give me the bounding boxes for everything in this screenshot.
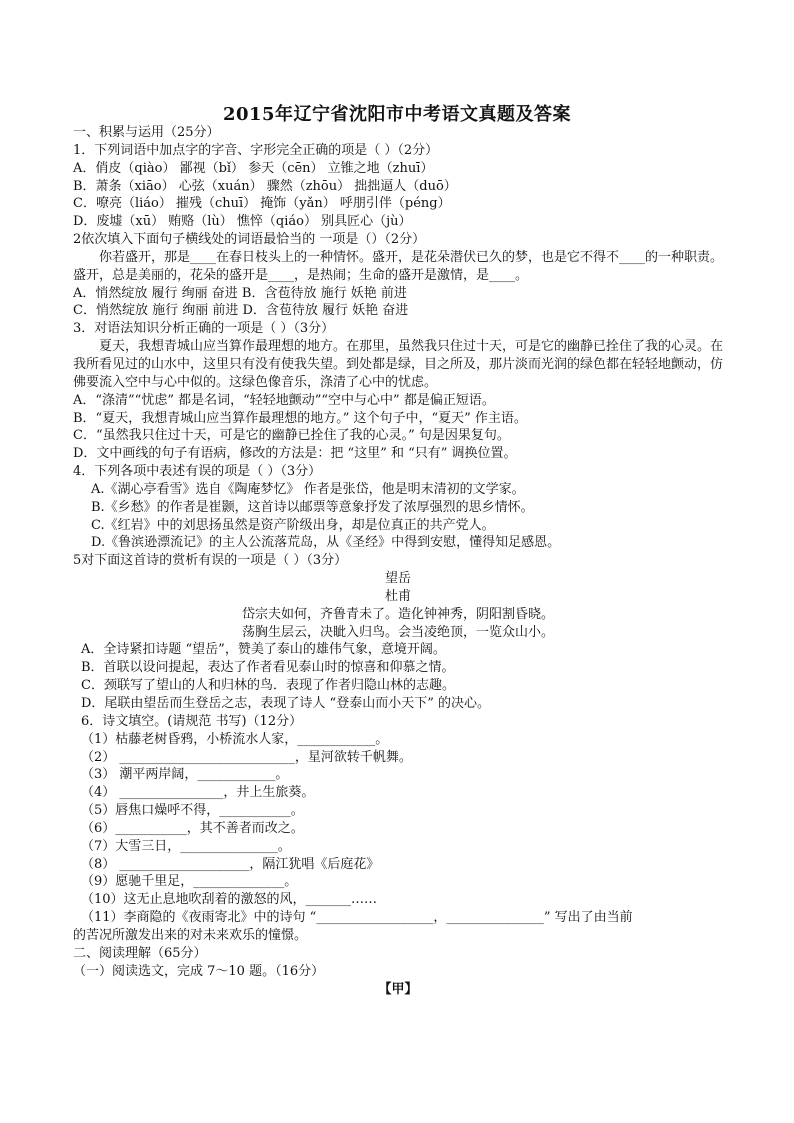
text-line: 你若盛开，那是____在春日枝头上的一种情怀。盛开，是花朵潜伏已久的梦，也是它不得不____的一种职责。盛开，总是美丽的，花朵的盛开是____，是热闹；生命的盛开是激情，是____。: [73, 249, 724, 283]
text-line: B．“夏天，我想青城山应当算作最理想的地方。” 这个句子中，“夏天” 作主语。: [73, 410, 527, 426]
text-line: （1）枯藤老树昏鸦，小桥流水人家，____________。: [81, 731, 389, 747]
text-line: 岱宗夫如何，齐鲁青未了。造化钟神秀，阴阳割昏晓。: [241, 606, 554, 622]
text-line: B．首联以设问提起，表达了作者看见泰山时的惊喜和仰慕之情。: [81, 660, 455, 676]
text-line: 3．对语法知识分析正确的一项是（ ）（3分）: [73, 321, 335, 337]
text-line: A．悄然绽放 履行 绚丽 奋进 B．含苞待放 施行 妖艳 前进: [73, 285, 407, 301]
text-line: 4．下列各项中表述有误的项是（ ）（3分）: [73, 464, 322, 480]
text-line: 二、阅读理解（65分）: [73, 945, 207, 961]
text-line: （8） ____________________，隔江犹唱《后庭花》: [81, 856, 380, 872]
text-line: 望岳: [384, 571, 411, 587]
text-line: D．废墟（xū） 贿赂（lù） 憔悴（qiáo） 别具匠心（jù）: [73, 214, 412, 230]
text-line: 1．下列词语中加点字的字音、字形完全正确的项是（ ）（2分）: [73, 142, 439, 158]
text-line: C．颈联写了望山的人和归林的鸟．表现了作者归隐山林的志趣。: [81, 678, 455, 694]
text-line: C.《红岩》中的刘思扬虽然是资产阶级出身，却是位真正的共产党人。: [91, 517, 495, 533]
text-line: C．嘹亮（liáo） 摧残（chuī） 掩饰（yǎn） 呼朋引伴（péng）: [73, 196, 451, 212]
text-line: （7）大雪三日，_______________。: [81, 838, 291, 854]
text-line: （4） ________________，井上生旅葵。: [81, 785, 315, 801]
document-body: [73, 124, 723, 998]
text-line: A．俏皮（qiào） 鄙视（bǐ） 参天（cēn） 立锥之地（zhuī）: [73, 160, 434, 176]
text-line: （2） ___________________________，星河欲转千帆舞。: [81, 749, 412, 765]
text-line: （3） 潮平两岸阔，____________。: [81, 767, 289, 783]
text-line: 荡胸生层云，决眦入归鸟。会当凌绝顶，一览众山小。: [241, 624, 554, 640]
text-line: D．文中画线的句子有语病，修改的方法是：把 “这里” 和 “只有” 调换位置。: [73, 446, 517, 462]
text-line: 杜甫: [384, 588, 411, 604]
text-line: （6）___________，其不善者而改之。: [81, 820, 304, 836]
text-line: （10）这无止息地吹刮着的激怒的风，_______……: [81, 892, 378, 908]
text-line: B．萧条（xiāo） 心弦（xuán） 骤然（zhōu） 拙拙逼人（duō）: [73, 178, 457, 194]
text-line: D.《鲁滨逊漂流记》的主人公流落荒岛，从《圣经》中得到安慰，懂得知足感恩。: [91, 535, 561, 551]
text-line: A.《湖心亭看雪》选自《陶庵梦忆》 作者是张岱，他是明末清初的文学家。: [91, 481, 525, 497]
text-line: 5对下面这首诗的赏析有误的一项是（ ）（3分）: [73, 553, 348, 569]
text-line: 2依次填入下面句子横线处的词语最恰当的 一项是（）（2分）: [73, 232, 426, 248]
text-line: 6．诗文填空。(请规范 书写)（12分）: [81, 713, 303, 729]
text-line: 【甲】: [378, 981, 418, 997]
text-line: 夏天，我想青城山应当算作最理想的地方。在那里，虽然我只住过十天，可是它的幽静已拴住了我的心灵。在我所看见过的山水中，这里只有没有使我失望。到处都是绿，目之所及，那片淡而光润的绿色都在轻轻地颤动，仿佛要流入空中与心中似的。这绿色像音乐，涤清了心中的忧虑。: [73, 339, 724, 390]
text-line: B.《乡愁》的作者是崔颢，这首诗以邮票等意象抒发了浓厚强烈的思乡情怀。: [91, 499, 534, 515]
document-title: 2015年辽宁省沈阳市中考语文真题及答案: [222, 104, 572, 125]
text-line: （9）愿驰千里足，______________。: [81, 874, 298, 890]
text-line: D．尾联由望岳而生登岳之志，表现了诗人 “登泰山而小天下” 的决心。: [81, 696, 490, 711]
text-line: （11）李商隐的《夜雨寄北》中的诗句 “__________________，_______________” 写出了由当前: [81, 910, 633, 926]
text-line: 的苦况所激发出来的对未来欢乐的憧憬。: [73, 927, 308, 943]
text-line: C．“虽然我只住过十天，可是它的幽静已拴住了我的心灵。” 句是因果复句。: [73, 428, 510, 444]
text-line: （5）唇焦口燥呼不得，___________。: [81, 803, 304, 819]
text-line: 一、积累与运用（25分）: [73, 125, 220, 140]
text-line: A．“涤清”“忧虑” 都是名词，“轻轻地颤动”“空中与心中” 都是偏正短语。: [73, 392, 495, 408]
text-line: A．全诗紧扣诗题 “望岳”，赞美了泰山的雄伟气象，意境开阔。: [81, 642, 446, 658]
text-line: C．悄然绽放 施行 绚丽 前进 D．含苞待放 履行 妖艳 奋进: [73, 303, 409, 319]
text-line: （一）阅读选文，完成 7～10 题。（16分）: [73, 963, 325, 979]
